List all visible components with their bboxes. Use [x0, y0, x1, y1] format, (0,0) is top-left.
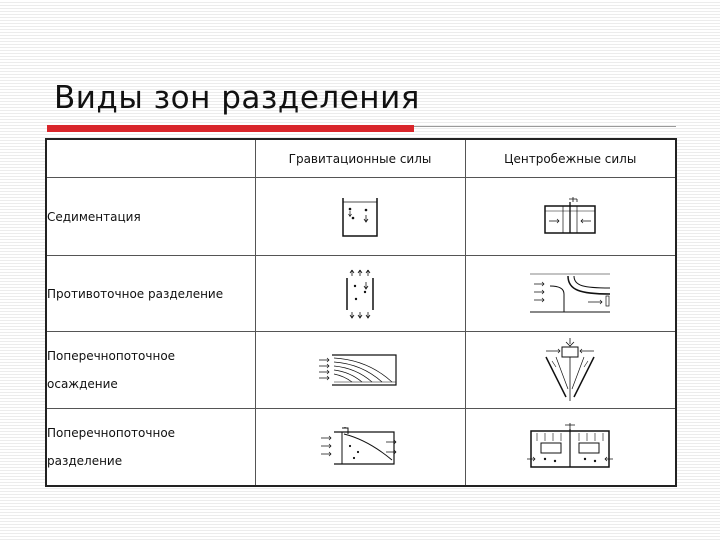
gravity-counter-current-diagram	[344, 268, 376, 320]
slide-title: Виды зон разделения	[54, 80, 420, 116]
row-label: Седиментация	[47, 209, 141, 224]
table-row-sedimentation	[46, 178, 676, 256]
gravity-cross-flow-separation-diagram	[320, 426, 400, 468]
row-label-cell	[46, 178, 255, 256]
gravity-sedimentation-diagram	[340, 196, 380, 238]
separation-zones-table	[45, 138, 677, 487]
table-row-cross-flow-separation	[46, 409, 676, 486]
table-row-counter-current	[46, 256, 676, 332]
title-rule-line	[414, 126, 676, 127]
centrifugal-cross-flow-settling-diagram	[542, 337, 598, 403]
centrifugal-sedimentation-diagram-cell	[465, 178, 676, 256]
centrifugal-cross-flow-separation-diagram	[525, 423, 615, 471]
row-label-line1: Поперечнопоточное	[47, 349, 176, 363]
title-accent-bar	[47, 125, 414, 132]
gravity-cross-flow-separation-diagram-cell	[255, 409, 465, 486]
header-corner-cell	[46, 139, 255, 178]
row-label-cell	[46, 256, 255, 332]
table-row-cross-flow-settling	[46, 332, 676, 409]
centrifugal-cross-flow-separation-diagram-cell	[465, 409, 676, 486]
header-centrifugal-forces: Центробежные силы	[465, 139, 676, 178]
gravity-sedimentation-diagram-cell	[255, 178, 465, 256]
centrifugal-counter-current-diagram-cell	[465, 256, 676, 332]
gravity-cross-flow-settling-diagram-cell	[255, 332, 465, 409]
centrifugal-cross-flow-settling-diagram-cell	[465, 332, 676, 409]
gravity-counter-current-diagram-cell	[255, 256, 465, 332]
gravity-cross-flow-settling-diagram	[318, 352, 402, 388]
row-label-line2: осаждение	[47, 377, 118, 391]
table-header-row	[46, 139, 676, 178]
row-label: Противоточное разделение	[47, 286, 224, 301]
centrifugal-counter-current-diagram	[528, 272, 612, 316]
row-label-line2: разделение	[47, 453, 123, 468]
row-label-cell	[46, 332, 255, 409]
row-label-cell	[46, 409, 255, 486]
row-label-line1: Поперечнопоточное	[47, 425, 176, 440]
header-gravity-forces: Гравитационные силы	[255, 139, 465, 178]
centrifugal-sedimentation-diagram	[539, 197, 601, 237]
